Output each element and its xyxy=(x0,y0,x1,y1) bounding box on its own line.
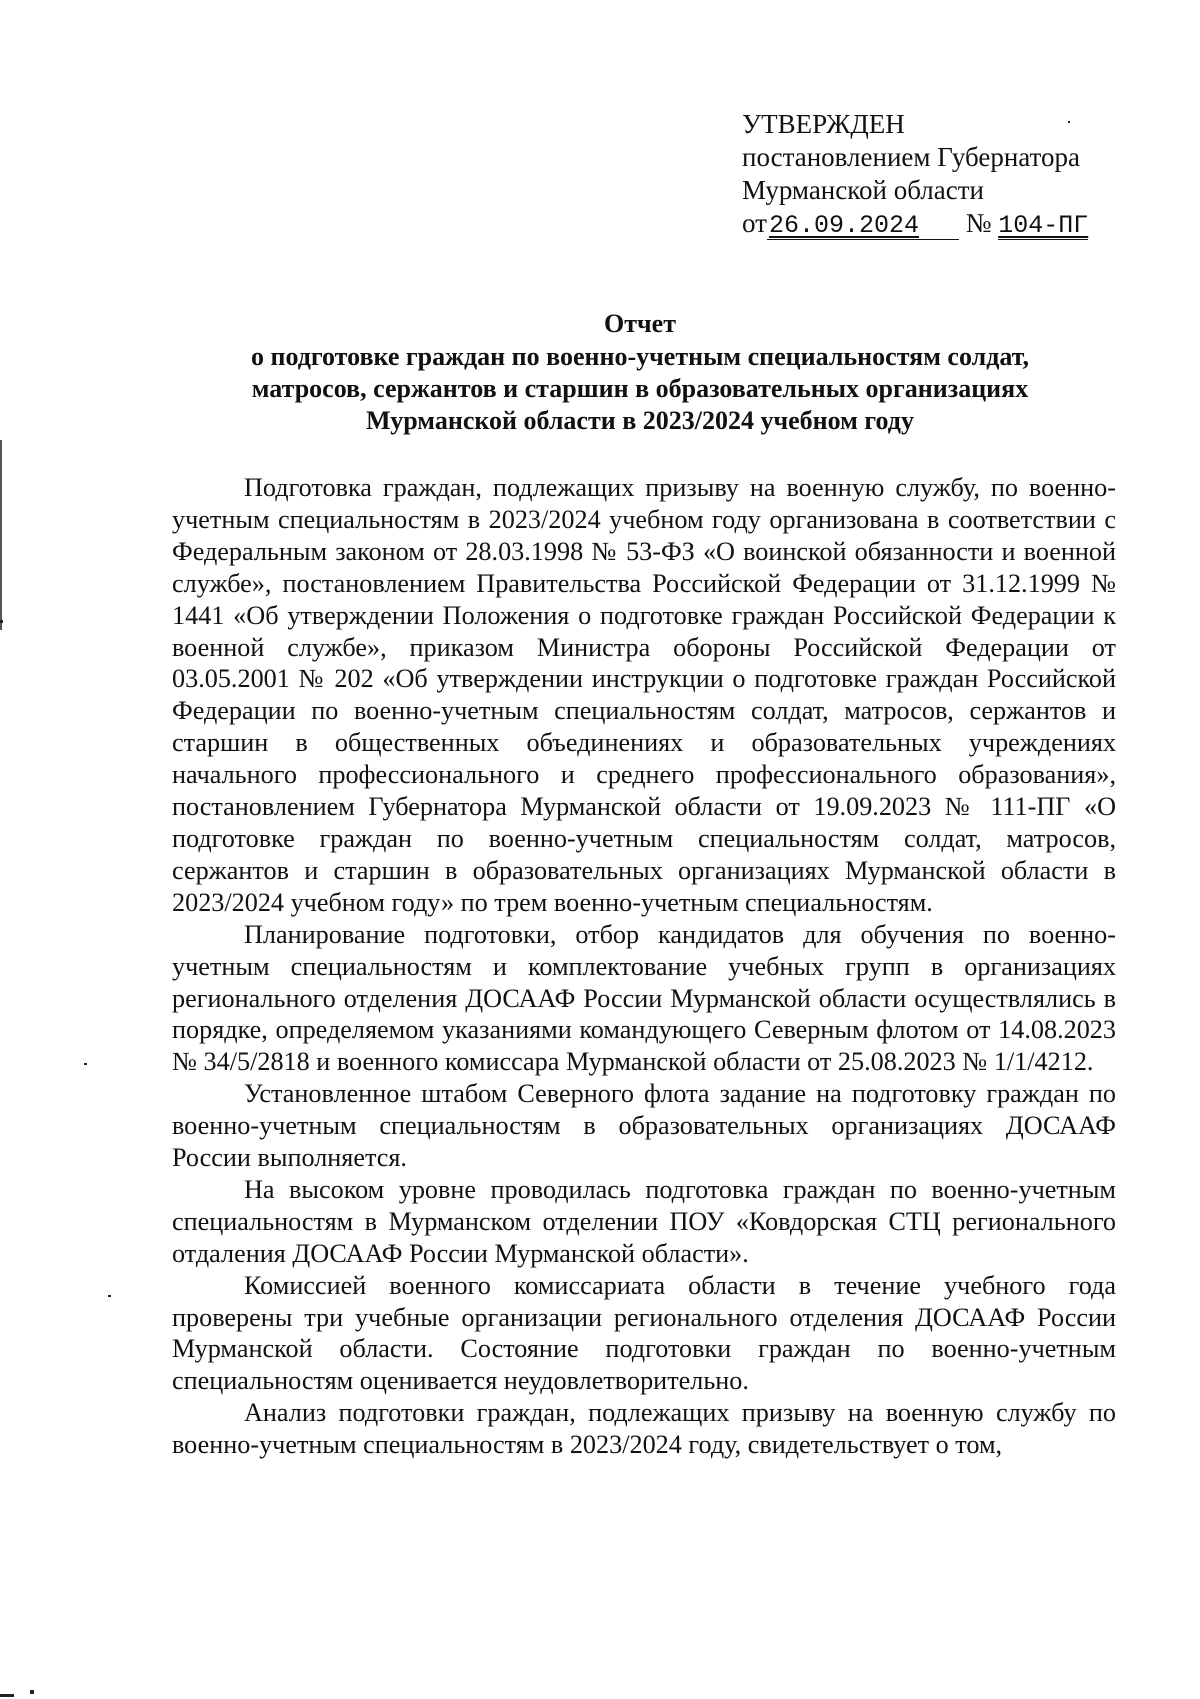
scan-speck xyxy=(0,1694,14,1697)
paragraph-2: Планирование подготовки, отбор кандидатов для обучения по военно-учетным специальностям и комплектование учебных групп в организациях регионального отделения ДОСААФ России Мурманской области осуществлялись в порядке, определяемом указаниями командующего Северным флотом от 14.08.2023 № 34/5/2818 и военного комиссара Мурманской области от 25.08.2023 № 1/1/4212. xyxy=(172,919,1116,1077)
scan-speck xyxy=(108,1295,111,1297)
scan-speck xyxy=(0,620,3,623)
document-body xyxy=(172,472,1116,1461)
paragraph-4: На высоком уровне проводилась подготовка граждан по военно-учетным специальностям в Мурманском отделении ПОУ «Ковдорская СТЦ регионального отдаления ДОСААФ России Мурманской области». xyxy=(172,1174,1116,1268)
scan-edge-mark xyxy=(0,440,2,630)
title-line-2: матросов, сержантов и старшин в образовательных организациях xyxy=(251,374,1029,403)
paragraph-1: Подготовка граждан, подлежащих призыву на военную службу, по военно-учетным специальностям в 2023/2024 учебном году организована в соответствии с Федеральным законом от 28.03.1998 № 53-ФЗ «О воинской обязанности и военной службе», постановлением Правительства Российской Федерации от 31.12.1999 № 1441 «Об утверждении Положения о подготовке граждан Российской Федерации к военной службе», приказом Министра обороны Российской Федерации от 03.05.2001 № 202 «Об утверждении инструкции о подготовке граждан Российской Федерации по военно-учетным специальностям солдат, матросов, сержантов и старшин в общественных объединениях и образовательных учреждениях начального профессионального и среднего профессионального образования», постановлением Губернатора Мурманской области от 19.09.2023 № 111-ПГ «О подготовке граждан по военно-учетным специальностям солдат, матросов, сержантов и старшин в образовательных организациях Мурманской области в 2023/2024 учебном году» по трем военно-учетным специальностям. xyxy=(172,473,1116,917)
number-prefix: № xyxy=(965,208,992,238)
date-prefix: от xyxy=(742,208,767,238)
title-line-3: Мурманской области в 2023/2024 учебном году xyxy=(366,406,914,435)
document-title xyxy=(150,308,1130,437)
title-main: Отчет xyxy=(604,309,676,338)
approval-line-1: постановлением Губернатора xyxy=(742,142,1080,172)
approval-date: 26.09.2024 xyxy=(767,213,959,240)
approval-block xyxy=(742,108,1162,240)
approval-number: 104-ПГ xyxy=(998,211,1089,240)
scan-speck xyxy=(84,1063,87,1065)
paragraph-5: Комиссией военного комиссариата области в течение учебного года проверены три учебные организации регионального отделения ДОСААФ России Мурманской области. Состояние подготовки граждан по военно-учетным специальностям оценивается неудовлетворительно. xyxy=(172,1270,1116,1396)
approval-line-2: Мурманской области xyxy=(742,175,984,205)
title-line-1: о подготовке граждан по военно-учетным специальностям солдат, xyxy=(250,342,1029,371)
scan-speck xyxy=(30,1690,34,1694)
paragraph-3: Установленное штабом Северного флота задание на подготовку граждан по военно-учетным специальностям в образовательных организациях ДОСААФ России выполняется. xyxy=(172,1079,1116,1173)
paragraph-6: Анализ подготовки граждан, подлежащих призыву на военную службу по военно-учетным специальностям в 2023/2024 году, свидетельствует о том, xyxy=(172,1398,1116,1460)
approval-heading: УТВЕРЖДЕН xyxy=(742,109,905,139)
approval-date-line xyxy=(742,207,1162,240)
